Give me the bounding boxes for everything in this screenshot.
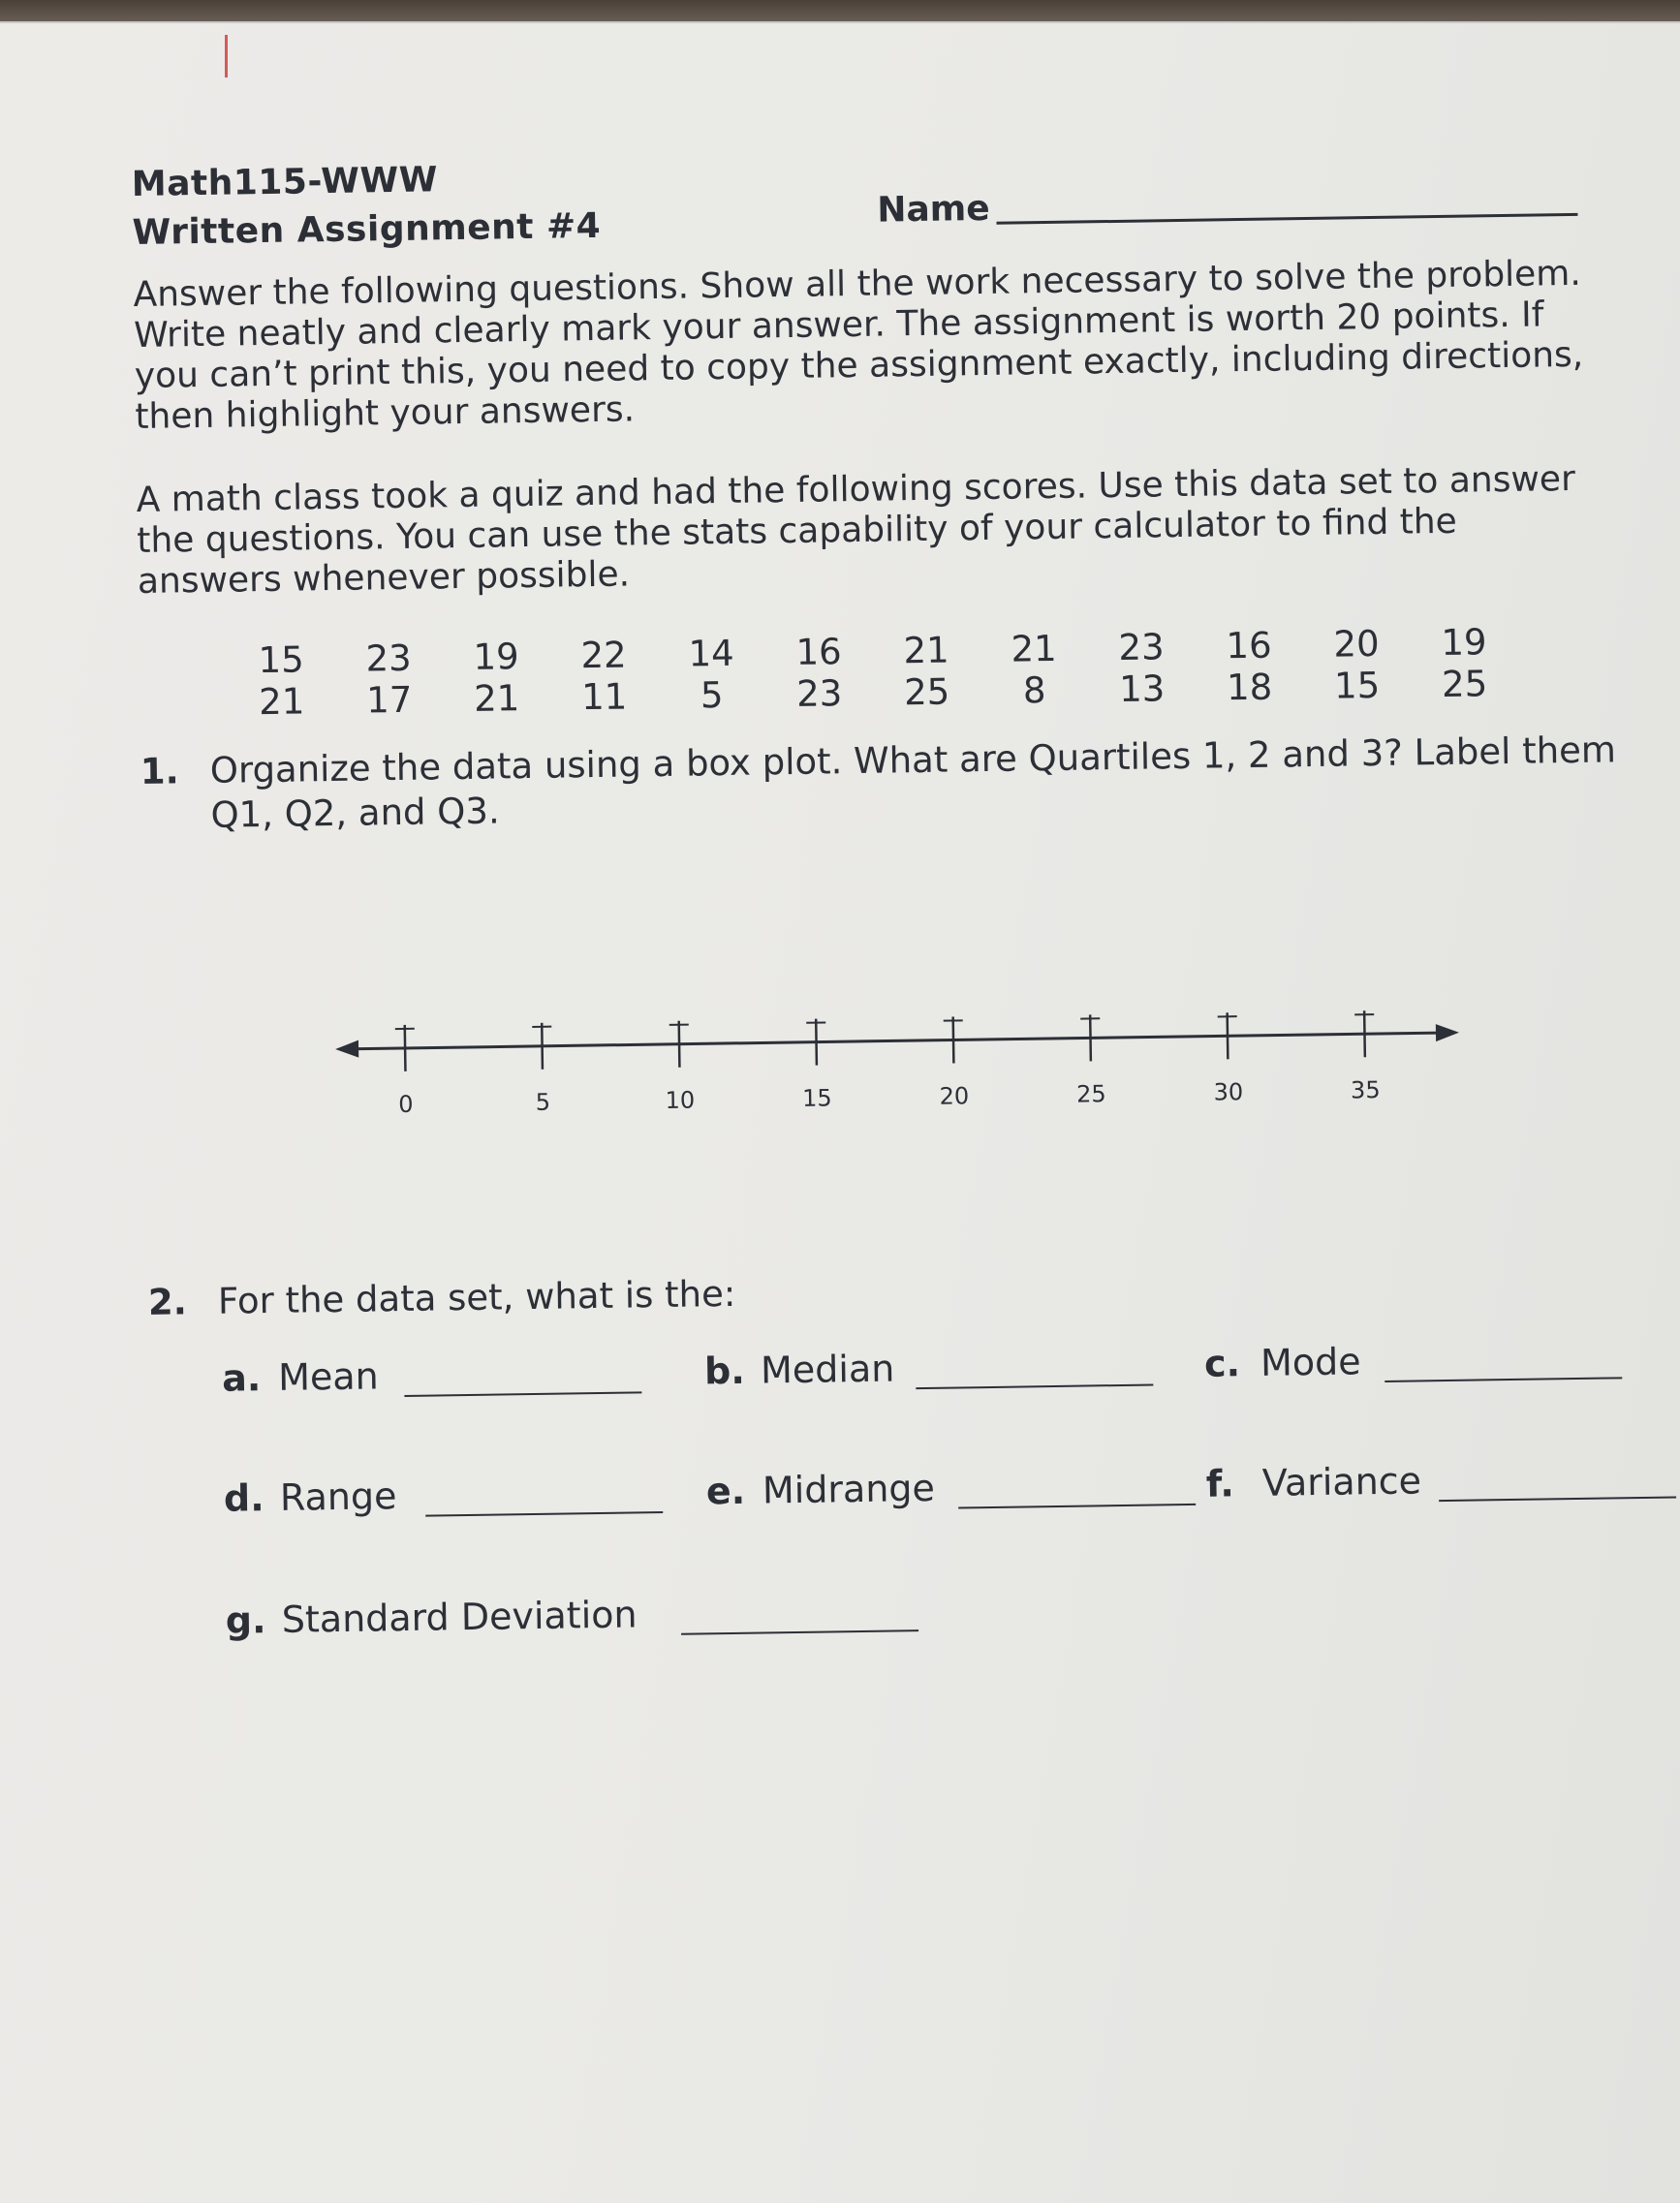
number-line-tick: [953, 1017, 954, 1064]
question-text: Organize the data using a box plot. What are Quartiles 1, 2 and 3? Label them Q1, Q2, and Q3.: [209, 727, 1680, 838]
part-label: Range: [280, 1474, 397, 1519]
tick-label: 0: [398, 1091, 414, 1118]
answer-range: [224, 1474, 397, 1520]
score-column: [350, 637, 428, 722]
tick-label: 35: [1351, 1076, 1381, 1103]
score-value: 23: [1103, 626, 1181, 668]
score-column: [1210, 624, 1289, 708]
part-label: Variance: [1262, 1459, 1422, 1504]
score-value: 16: [1210, 624, 1289, 667]
score-column: [672, 633, 751, 717]
score-column: [1425, 621, 1504, 705]
number-line-tick: [542, 1023, 543, 1070]
number-line-tick: [1364, 1010, 1365, 1057]
score-value: 21: [242, 680, 321, 723]
tick-label: 15: [802, 1084, 832, 1111]
question-number: 2.: [148, 1280, 187, 1325]
assignment-title: Written Assignment #4: [132, 206, 601, 253]
number-line-tick: [679, 1021, 680, 1068]
score-value: 25: [1425, 663, 1504, 705]
tick-label: 25: [1076, 1080, 1106, 1107]
score-value: 15: [1318, 665, 1396, 707]
score-value: 11: [565, 675, 643, 718]
score-column: [1318, 623, 1396, 707]
tick-label: 30: [1213, 1078, 1243, 1105]
range-answer-line[interactable]: [425, 1511, 663, 1517]
score-value: 21: [457, 677, 536, 720]
answer-standard-deviation: [226, 1593, 638, 1641]
answer-mode: [1204, 1340, 1361, 1384]
course-title: Math115-WWW: [132, 160, 439, 204]
score-value: 15: [242, 638, 321, 681]
answer-mean: [222, 1354, 379, 1399]
number-line-axis: [351, 1033, 1440, 1049]
part-letter: d.: [224, 1476, 281, 1520]
score-value: 23: [780, 672, 858, 715]
variance-answer-line[interactable]: [1439, 1497, 1676, 1503]
number-line-graphic: [334, 986, 1470, 1119]
score-value: 16: [780, 631, 858, 673]
right-arrow-icon: [1436, 1024, 1459, 1041]
score-value: 23: [350, 637, 428, 680]
score-value: 5: [672, 674, 751, 717]
score-value: 21: [995, 628, 1073, 670]
score-column: [780, 631, 858, 715]
part-letter: a.: [222, 1356, 279, 1400]
number-line-tick: [1090, 1014, 1091, 1061]
score-column: [457, 636, 536, 720]
tick-label: 10: [665, 1086, 695, 1113]
number-line-tick: [1228, 1012, 1229, 1059]
part-label: Standard Deviation: [282, 1593, 638, 1640]
name-field[interactable]: [997, 213, 1578, 225]
mean-answer-line[interactable]: [404, 1391, 641, 1397]
score-value: 18: [1210, 666, 1289, 708]
score-value: 21: [887, 629, 966, 671]
score-value: 25: [887, 670, 966, 713]
part-letter: b.: [704, 1350, 762, 1393]
tick-label: 20: [939, 1082, 969, 1109]
score-value: 17: [350, 679, 428, 722]
part-label: Mode: [1260, 1340, 1361, 1384]
answer-midrange: [706, 1467, 936, 1512]
score-column: [995, 628, 1073, 712]
score-value: 20: [1318, 623, 1396, 666]
score-value: 22: [565, 634, 643, 676]
part-label: Midrange: [762, 1467, 936, 1512]
number-line[interactable]: [334, 986, 1470, 1119]
part-letter: c.: [1204, 1342, 1261, 1385]
score-value: 19: [457, 636, 536, 678]
number-line-tick: [405, 1025, 406, 1071]
question-text: For the data set, what is the:: [218, 1257, 1680, 1324]
answer-median: [704, 1347, 895, 1392]
standard-deviation-answer-line[interactable]: [681, 1629, 918, 1635]
number-line-tick: [816, 1019, 817, 1066]
part-label: Median: [761, 1347, 895, 1391]
score-value: 13: [1103, 667, 1181, 710]
instructions: Answer the following questions. Show all the work necessary to solve the problem. Write neatly and clearly mark your answer. The assignment is worth 20 points. If you can’t print this, you need to copy the assignment exactly, including directions, then highlight your answers.: [133, 253, 1646, 438]
score-value: 8: [995, 669, 1073, 712]
score-column: [242, 638, 321, 723]
score-column: [1103, 626, 1181, 710]
tick-label: 5: [536, 1089, 551, 1116]
median-answer-line[interactable]: [916, 1383, 1153, 1389]
part-letter: f.: [1206, 1462, 1263, 1505]
score-value: 19: [1425, 621, 1504, 664]
score-column: [887, 629, 966, 713]
answer-variance: [1206, 1459, 1422, 1505]
name-label: Name: [877, 189, 990, 231]
left-arrow-icon: [335, 1040, 358, 1058]
data-context: A math class took a quiz and had the following scores. Use this data set to answer the questions. You can use the stats capability of your calculator to find the answers whenever possible.: [136, 458, 1649, 603]
score-value: 14: [672, 633, 751, 675]
part-letter: e.: [706, 1469, 763, 1512]
midrange-answer-line[interactable]: [958, 1504, 1196, 1509]
part-label: Mean: [278, 1354, 379, 1399]
part-letter: g.: [226, 1598, 283, 1642]
question-number: 1.: [140, 749, 178, 794]
mode-answer-line[interactable]: [1384, 1377, 1622, 1382]
score-column: [565, 634, 643, 718]
